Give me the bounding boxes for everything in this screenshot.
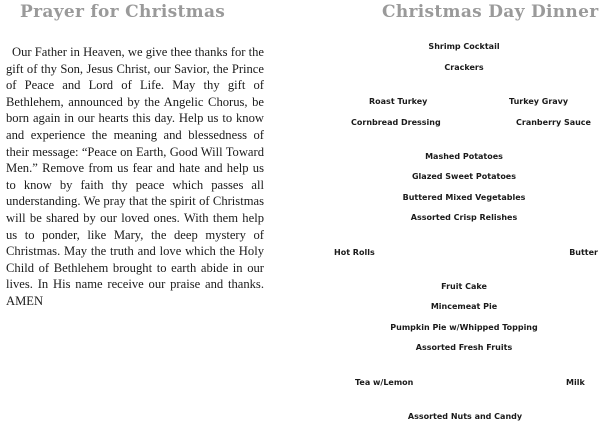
menu-title: Christmas Day Dinner — [382, 2, 599, 22]
menu-item-crackers: Crackers — [444, 63, 484, 72]
menu-item-mincemeat-pie: Mincemeat Pie — [430, 302, 498, 311]
menu-item-roast-turkey: Roast Turkey — [369, 97, 428, 106]
menu-item-tea-with-lemon: Tea w/Lemon — [355, 378, 414, 387]
prayer-text: Our Father in Heaven, we give thee thanks for the gift of thy Son, Jesus Christ, our Savior, the Prince of Peace and Lord of Life. May thy gift of Bethlehem, announced by the Angelic Chorus, be born again in our hearts this day. Help us to know and experience the meaning and blessedness of their message: “Peace on Earth, Good Will Toward Men.” Remove from us fear and hate and help us to know by faith thy peace which passes all understanding. We pray that the spirit of Christmas will be shared by our loved ones. With them help us to ponder, like Mary, the deep mystery of Christmas. May the truth and love which the Holy Child of Bethlehem brought to earth abide in our lives. In His name receive our praise and thanks. AMEN — [6, 45, 264, 308]
menu-item-milk: Milk — [566, 378, 585, 387]
menu-item-buttered-mixed-vegetables: Buttered Mixed Vegetables — [402, 193, 526, 202]
menu-item-fruit-cake: Fruit Cake — [441, 282, 487, 291]
menu-item-turkey-gravy: Turkey Gravy — [509, 97, 569, 106]
menu-item-hot-rolls: Hot Rolls — [334, 248, 375, 257]
menu-item-mashed-potatoes: Mashed Potatoes — [425, 152, 503, 161]
menu-item-cranberry-sauce: Cranberry Sauce — [516, 118, 591, 127]
menu-item-butter: Butter — [569, 248, 598, 257]
menu-item-assorted-nuts-and-candy: Assorted Nuts and Candy — [407, 412, 523, 421]
menu-item-glazed-sweet-potatoes: Glazed Sweet Potatoes — [411, 172, 517, 181]
menu-item-assorted-crisp-relishes: Assorted Crisp Relishes — [410, 213, 518, 222]
menu-item-assorted-fresh-fruits: Assorted Fresh Fruits — [415, 343, 513, 352]
menu-item-shrimp-cocktail: Shrimp Cocktail — [428, 42, 500, 51]
menu-item-pumpkin-pie: Pumpkin Pie w/Whipped Topping — [390, 323, 538, 332]
prayer-title: Prayer for Christmas — [20, 2, 226, 22]
menu-item-cornbread-dressing: Cornbread Dressing — [351, 118, 441, 127]
